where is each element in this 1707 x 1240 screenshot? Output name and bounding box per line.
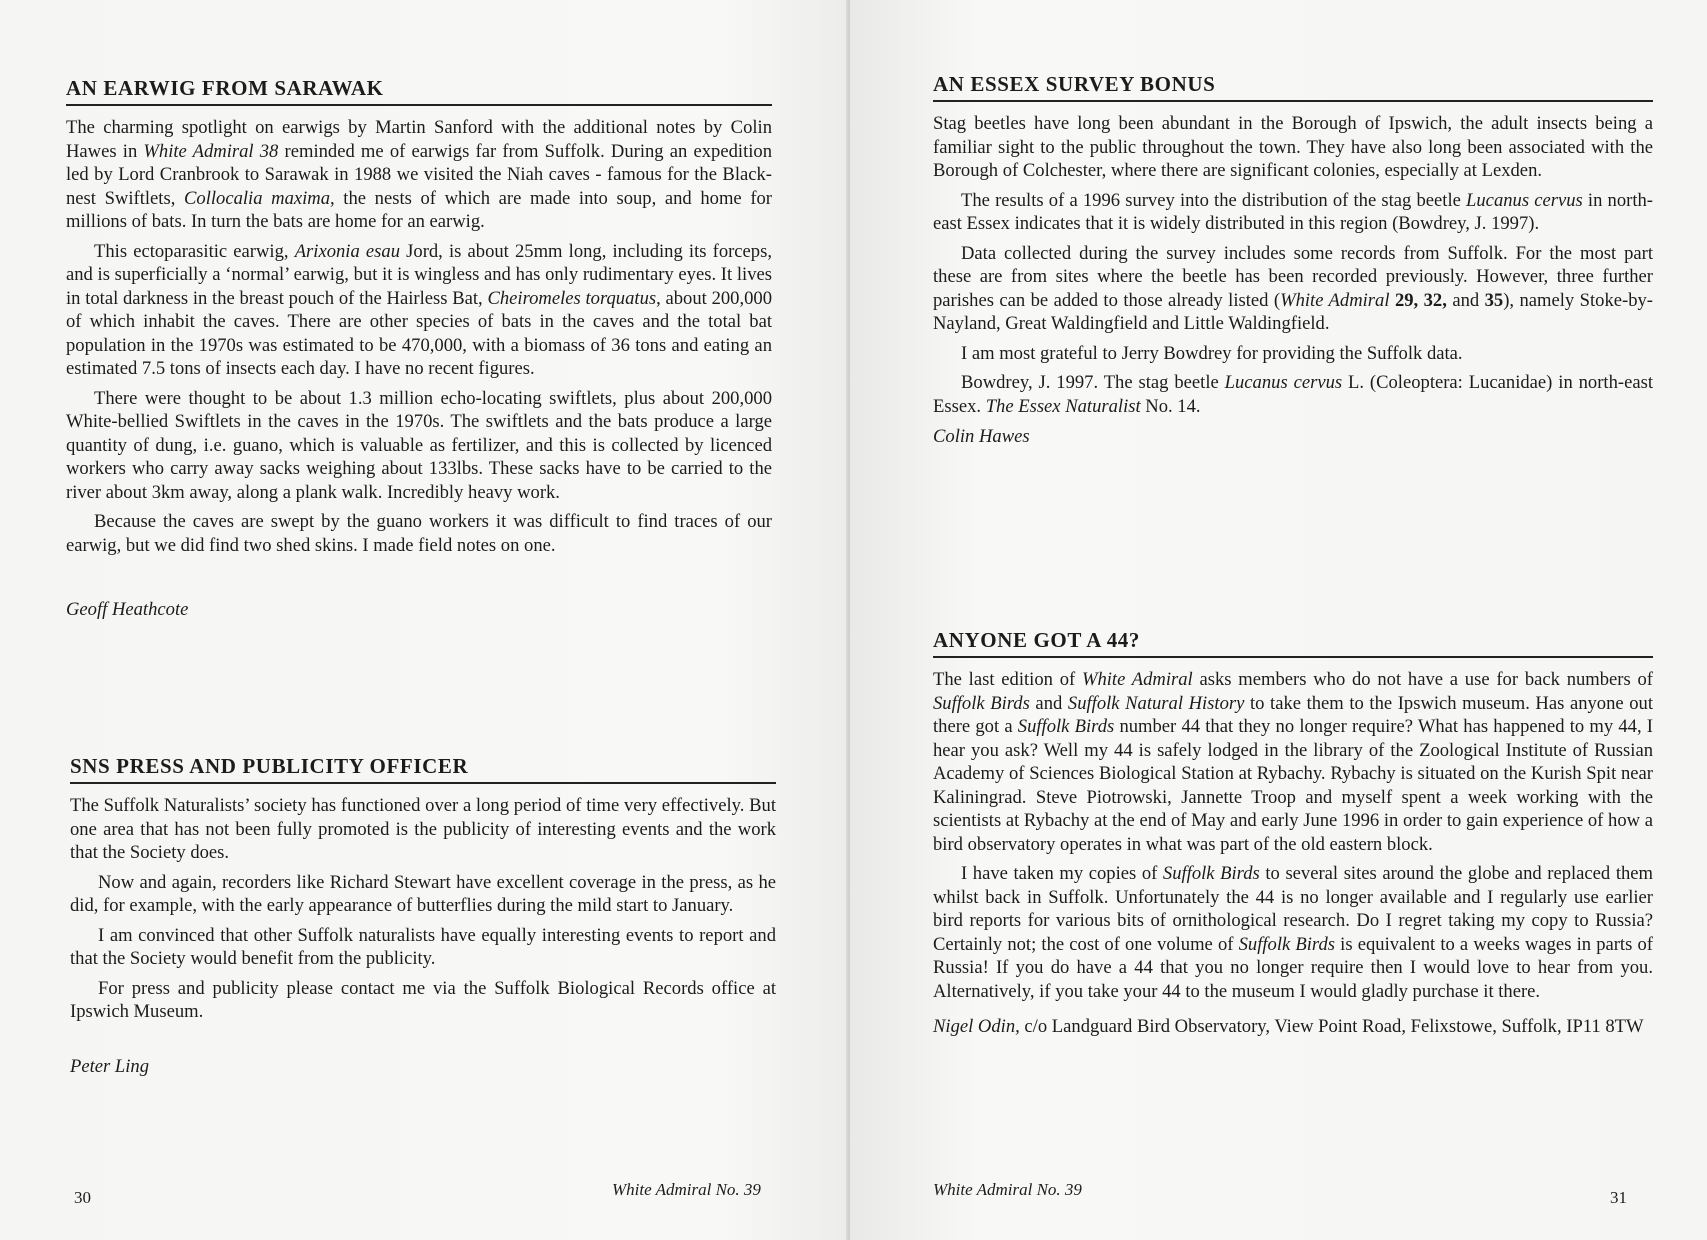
article-heading: ANYONE GOT A 44? bbox=[933, 628, 1653, 658]
footer-title: White Admiral No. 39 bbox=[933, 1180, 1082, 1199]
paragraph: I have taken my copies of Suffolk Birds to several sites around the globe and replaced them whilst back in Suffolk. Unfortunately the 44 is no longer available and I regularly use earlier bird reports for various bits of ornithological research. Do I regret taking my copy to Russia? Certainly not; the cost of one volume of Suffolk Birds is equivalent to a weeks wages in parts of Russia! If you do have a 44 that you no longer require then I would love to hear from you. Alternatively, if you take your 44 to the museum I would gladly purchase it there. bbox=[933, 863, 1653, 1002]
page-number: 31 bbox=[1610, 1188, 1627, 1207]
article-heading: AN EARWIG FROM SARAWAK bbox=[66, 76, 772, 106]
article-earwig bbox=[66, 76, 772, 621]
page-number: 30 bbox=[74, 1188, 91, 1207]
paragraph: I am convinced that other Suffolk naturalists have equally interesting events to report and that the Society would benefit from the publicity. bbox=[70, 924, 776, 969]
paragraph: Because the caves are swept by the guano workers it was difficult to find traces of our earwig, but we did find two shed skins. I made field notes on one. bbox=[66, 511, 772, 556]
paragraph: The charming spotlight on earwigs by Martin Sanford with the additional notes by Colin Hawes in White Admiral 38 reminded me of earwigs far from Suffolk. During an expedition led by Lord Cranbrook to Sarawak in 1988 we visited the Niah caves - famous for the Black-nest Swiftlets, Collocalia maxima, the nests of which are made into soup, and home for millions of bats. In turn the bats are home for an earwig. bbox=[66, 117, 772, 232]
signature: Geoff Heathcote bbox=[66, 599, 189, 620]
paragraph: For press and publicity please contact me via the Suffolk Biological Records office at Ipswich Museum. bbox=[70, 977, 776, 1022]
paragraph: The results of a 1996 survey into the distribution of the stag beetle Lucanus cervus in north-east Essex indicates that it is widely distributed in this region (Bowdrey, J. 1997). bbox=[933, 189, 1654, 234]
signature: Nigel Odin, c/o Landguard Bird Observatory, View Point Road, Felixstowe, Suffolk, IP11 8TW bbox=[933, 1016, 1644, 1037]
article-heading: SNS PRESS AND PUBLICITY OFFICER bbox=[70, 754, 776, 784]
paragraph: I am most grateful to Jerry Bowdrey for providing the Suffolk data. bbox=[961, 342, 1463, 364]
paragraph: The last edition of White Admiral asks members who do not have a use for back numbers of Suffolk Birds and Suffolk Natural History to take them to the Ipswich museum. Has anyone out there got a Suffolk Birds number 44 that they no longer require? What has happened to my 44, I hear you ask? Well my 44 is safely lodged in the library of the Zoological Institute of Russian Academy of Sciences Biological Station at Rybachy. Rybachy is situated on the Kurish Spit near Kaliningrad. Steve Piotrowski, Jannette Troop and myself spent a week working with the scientists at Rybachy at the end of May and early June 1996 in order to gain experience of how a bird observatory operates in what was part of the old eastern block. bbox=[933, 669, 1653, 855]
paragraph: Stag beetles have long been abundant in the Borough of Ipswich, the adult insects being a familiar sight to the public throughout the town. They have also long been associated with the Borough of Colchester, where there are significant colonies, especially at Lexden. bbox=[933, 113, 1653, 181]
paragraph: Now and again, recorders like Richard Stewart have excellent coverage in the press, as he did, for example, with the early appearance of butterflies during the mild start to January. bbox=[70, 871, 776, 916]
article-essex-survey bbox=[933, 72, 1653, 448]
paragraph: This ectoparasitic earwig, Arixonia esau Jord, is about 25mm long, including its forceps, and is superficially a ‘normal’ earwig, but it is wingless and has only rudimentary eyes. It lives in total darkness in the breast pouch of the Hairless Bat, Cheiromeles torquatus, about 200,000 of which inhabit the caves. There are other species of bats in the caves and the total bat population in the 1970s was estimated to be 470,000, with a biomass of 36 tons and eating an estimated 7.5 tons of insects each day. I have no recent figures. bbox=[66, 240, 772, 379]
article-anyone-got-44 bbox=[933, 628, 1653, 1039]
right-page bbox=[850, 0, 1707, 1240]
signature: Peter Ling bbox=[70, 1055, 150, 1077]
paragraph: There were thought to be about 1.3 million echo-locating swiftlets, plus about 200,000 White-bellied Swiftlets in the caves in the 1970s. The swiftlets and the bats produce a large quantity of dung, i.e. guano, which is valuable as fertilizer, and this is collected by licenced workers who carry away sacks weighing about 133lbs. These sacks have to be carried to the river about 3km away, along a plank walk. Incredibly heavy work. bbox=[66, 387, 772, 503]
paragraph: The Suffolk Naturalists’ society has functioned over a long period of time very effectively. But one area that has not been fully promoted is the publicity of interesting events and the work that the Society does. bbox=[70, 795, 776, 863]
signature: Colin Hawes bbox=[933, 426, 1030, 447]
paragraph: Data collected during the survey includes some records from Suffolk. For the most part these are from sites where the beetle has been recorded previously. However, three further parishes can be added to those already listed (White Admiral 29, 32, and 35), namely Stoke-by-Nayland, Great Waldingfield and Little Waldingfield. bbox=[933, 242, 1653, 334]
left-page bbox=[0, 0, 850, 1240]
footer-title: White Admiral No. 39 bbox=[612, 1180, 761, 1199]
article-press-officer bbox=[70, 754, 776, 1078]
article-heading: AN ESSEX SURVEY BONUS bbox=[933, 72, 1653, 102]
reference: Bowdrey, J. 1997. The stag beetle Lucanus cervus L. (Coleoptera: Lucanidae) in north-east Essex. The Essex Naturalist No. 14. bbox=[933, 372, 1653, 417]
